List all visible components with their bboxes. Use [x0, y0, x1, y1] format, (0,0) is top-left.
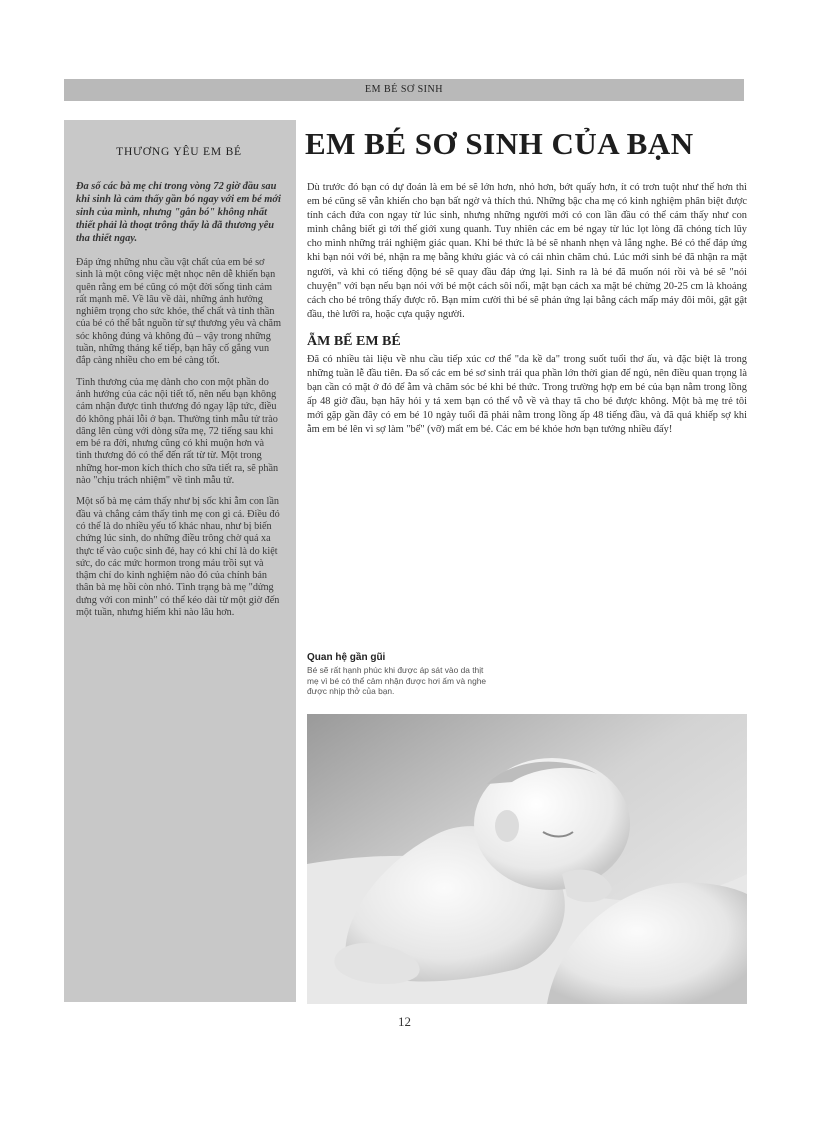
section-heading: ẴM BẾ EM BÉ	[307, 333, 401, 349]
photo-caption	[307, 652, 497, 697]
article-body	[307, 181, 747, 438]
running-header	[64, 79, 744, 101]
caption-text: Bé sẽ rất hạnh phúc khi được áp sát vào da thịt mẹ vì bé có thể cảm nhận được hơi ấm và nghe được nhịp thở của bạn.	[307, 665, 487, 696]
page-number: 12	[398, 1014, 411, 1029]
running-header-label: EM BÉ SƠ SINH	[365, 84, 443, 95]
caption-title: Quan hệ gần gũi	[307, 652, 386, 663]
sleeping-baby-photo	[307, 714, 747, 1004]
sidebar-paragraph: Đáp ứng những nhu cầu vật chất của em bé sơ sinh là một công việc mệt nhọc nên dễ khiến bạn quên rằng em bé cũng có một đời sống tình cảm rất mạnh mẽ. Về lâu về dài, những ảnh hưởng nghiêm trọng cho sức khỏe, thể chất và tinh thần của bé có thể bắt nguồn từ sự thương yêu và chăm sóc không đúng và không đủ – vậy trong những tuần, những tháng kế tiếp, bạn hãy cố gắng vun đắp càng nhiều cho em bé càng tốt.	[76, 257, 281, 367]
sidebar-panel	[64, 120, 296, 1002]
sidebar-paragraph: Tình thương của mẹ dành cho con một phần do ảnh hưởng của các nội tiết tố, nên nếu bạn không cảm nhận được tình thương đó ngay lập tức, điều đó không phải lỗi ở bạn. Thường tình mẫu tử trào dâng lên cùng với dòng sữa mẹ, 72 tiếng sau khi em bé ra đời, nhưng cũng có khi muộn hơn và tình thương đó có thể đến rất từ từ. Một trong những hor-mon kích thích cho sữa tiết ra, sẽ phần nào "chịu trách nhiệm" về tình mẫu tử.	[76, 376, 279, 487]
sidebar-paragraph: Một số bà mẹ cảm thấy như bị sốc khi ẵm con lần đầu và chẳng cảm thấy tình mẹ con gì cả. Điều đó có thể là do nhiều yếu tố khác nhau, như bị biến chứng lúc sinh, do những điều trông chờ quá xa thực tế vào cuộc sinh đẻ, hay có khi chỉ là do kiệt sức, do các mức hormon trong máu trồi sụt và thậm chí do kinh nghiệm nào đó của chính bản thân bà mẹ hồi còn nhỏ. Tình trạng bà mẹ "dửng dưng với con mình" có thể kéo dài từ một giờ đến một tuần, nhưng hiếm khi nào lâu hơn.	[76, 496, 280, 619]
page-title: EM BÉ SƠ SINH CỦA BẠN	[305, 126, 694, 161]
baby-illustration	[307, 714, 747, 1004]
article-intro: Dù trước đó bạn có dự đoán là em bé sẽ lớn hơn, nhỏ hơn, bớt quấy hơn, ít có trơn tuột như thế hơn thì em bé cũng sẽ vẫn khiến cho bạn bất ngờ và thích thú. Những bậc cha mẹ có kinh nghiệm phân biệt được tính cách đứa con ngay từ lúc sinh, nhưng những người mới có con lần đầu có thể cảm thấy như con mình chẳng biết gì tới thế giới xung quanh. Tuy nhiên các em bé ngay từ lúc lọt lòng đã chóng tích lũy cho mình những trải nghiệm giác quan. Khi bé thức là bé sẽ nhanh nhẹn và lắng nghe. Bé có thể đáp ứng khi bạn nói với bé, nhận ra mẹ bằng khứu giác và có cái nhìn chăm chú. Lúc mới sinh bé đã nhận ra mặt người, và khi có tiếng động bé sẽ quay đầu đáp ứng lại. Sinh ra là bé đã muốn nói rồi và bé sẽ "nói chuyện" với bạn nếu bạn nói với bé một cách sôi nổi, mặt bạn cách xa mặt bé chừng 20-25 cm là khoảng cách cho bé trông thấy được rõ. Bạn mỉm cười thì bé sẽ phản ứng lại bằng cách mấp máy đôi môi, gật gật đầu, thè lưỡi ra, hoặc cựa quậy người.	[307, 182, 747, 320]
sidebar-intro: Đa số các bà mẹ chỉ trong vòng 72 giờ đầu sau khi sinh là cảm thấy gần bó ngay với em bé mới sinh của mình, nhưng "gắn bó" không nhất thiết phải là thoạt trông thấy là đã thương yêu tha thiết ngay.	[76, 181, 281, 244]
sidebar-title: THƯƠNG YÊU EM BÉ	[116, 146, 242, 158]
section-text: Đã có nhiều tài liệu về nhu cầu tiếp xúc cơ thể "da kề da" trong suốt tuổi thơ ấu, và đặc biệt là trong những tuần lễ đầu tiên. Đa số các em bé sơ sinh trải qua phần lớn thời gian để ngủ, nên điều quan trọng là bạn cần có mặt ở đó để ẵm và chăm sóc bé khi bé thức. Trong trường hợp em bé của bạn nằm trong lồng ấp 48 giờ đầu, bạn hãy hỏi y tá xem bạn có thể vỗ về và thay tã cho bé được không. Một bà mẹ trẻ tôi mới gặp gần đây có em bé 10 ngày tuổi đã phải nằm trong lồng ấp 48 tiếng đầu, và đã quá khiếp sợ khi ẵm em bé lên vì sợ làm "bể" (vỡ) mất em bé. Các em bé khỏe hơn bạn tưởng nhiều đấy!	[307, 353, 747, 436]
